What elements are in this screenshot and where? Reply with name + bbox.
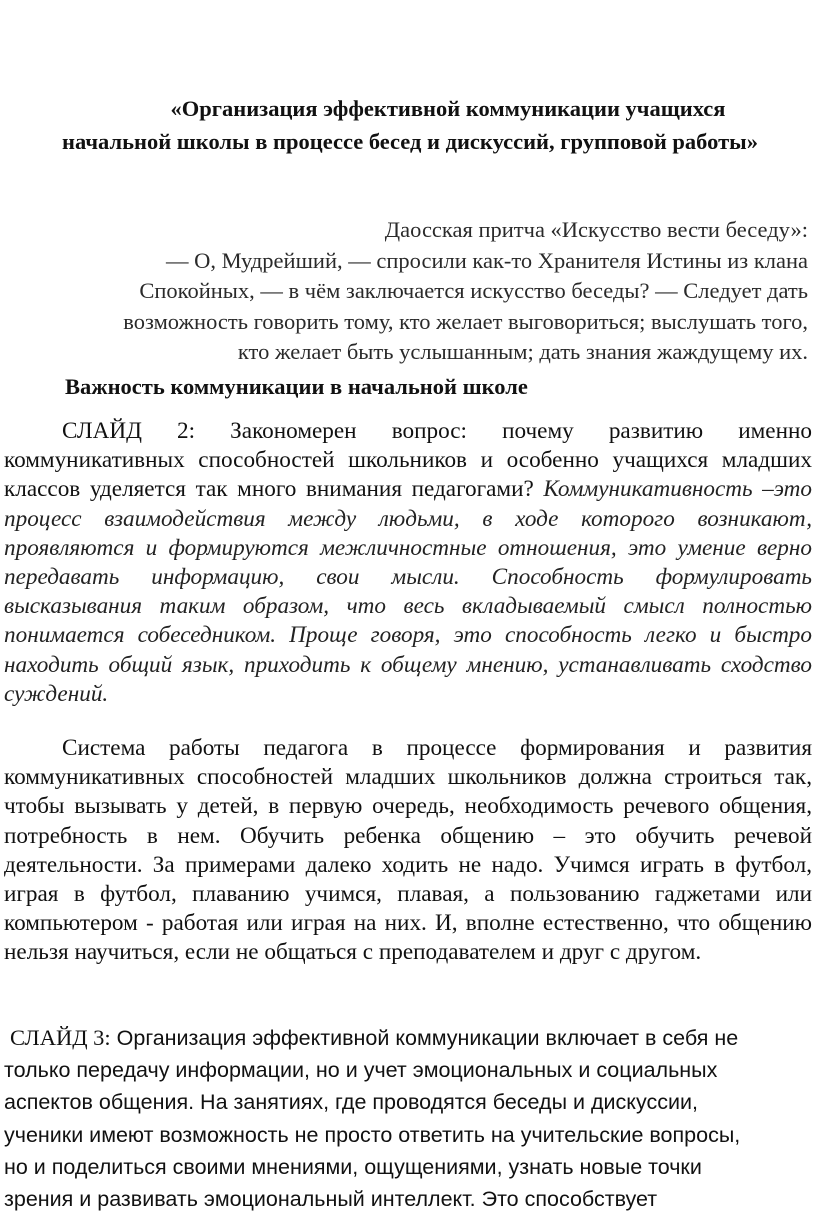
paragraph-2-text: Система работы педагога в процессе формирования и развития коммуникативных способностей младших школьников должна строиться так, чтобы вызывать у детей, в первую очередь, необходимость речевого общения, потребность в нем. Обучить ребенка общению – это обучить речевой деятельности. За примерами далеко ходить не надо. Учимся играть в футбол, играя в футбол, плаванию учимся, плавая, а пользованию гаджетами или компьютером - работая или играя на них. И, вполне естественно, что общению нельзя научиться, если не общаться с преподавателем и друг с другом.	[4, 735, 812, 966]
epigraph-line-3: Спокойных, — в чём заключается искусство беседы? — Следует дать	[139, 278, 808, 303]
paragraph-2	[4, 734, 812, 968]
epigraph-line-2: — О, Мудрейший, — спросили как-то Хранителя Истины из клана	[165, 247, 808, 273]
epigraph-line-4: возможность говорить тому, кто желает выговориться; выслушать того,	[123, 308, 808, 334]
paragraph-1	[4, 417, 812, 709]
paragraph-3-line-6: зрения и развивать эмоциональный интеллект. Это способствует	[4, 1187, 658, 1212]
title-line-2: начальной школы в процессе бесед и дискуссий, групповой работы»	[62, 129, 758, 154]
slide-3-label: СЛАЙД 3:	[9, 1025, 111, 1050]
paragraph-3-line-1: СЛАЙД 3: Организация эффективной коммуникации включает в себя не	[9, 1025, 739, 1050]
section-heading: Важность коммуникации в начальной школе	[65, 374, 528, 399]
paragraph-1-italic: Коммуникативность –это процесс взаимодействия между людьми, в ходе которого возникают, проявляются и формируются межличностные отношения, это умение верно передавать информацию, свои мысли. Способность формулировать высказывания таким образом, что весь вкладываемый смысл полностью понимается собеседником. Проще говоря, это способность легко и быстро находить общий язык, приходить к общему мнению, устанавливать сходство суждений.	[4, 476, 813, 707]
paragraph-3-line-3: аспектов общения. На занятиях, где проводятся беседы и дискуссии,	[4, 1090, 698, 1115]
epigraph	[18, 215, 808, 368]
paragraph-3-line-5: но и поделиться своими мнениями, ощущениями, узнать новые точки	[4, 1154, 702, 1179]
paragraph-1-plain: СЛАЙД 2: Закономерен вопрос: почему развитию именно коммуникативных способностей школьников и особенно учащихся младших классов уделяется так много внимания педагогами?	[4, 418, 812, 503]
epigraph-line-1: Даосская притча «Искусство вести беседу»:	[384, 217, 808, 242]
paragraph-3-line-4: ученики имеют возможность не просто ответить на учительские вопросы,	[4, 1122, 741, 1147]
paragraph-3-line-2: только передачу информации, но и учет эмоциональных и социальных	[4, 1058, 718, 1083]
epigraph-line-5: кто желает быть услышанным; дать знания жаждущему их.	[237, 339, 808, 364]
title-line-1: «Организация эффективной коммуникации учащихся	[170, 96, 726, 121]
document-title	[0, 92, 816, 158]
paragraph-3	[4, 1022, 812, 1215]
